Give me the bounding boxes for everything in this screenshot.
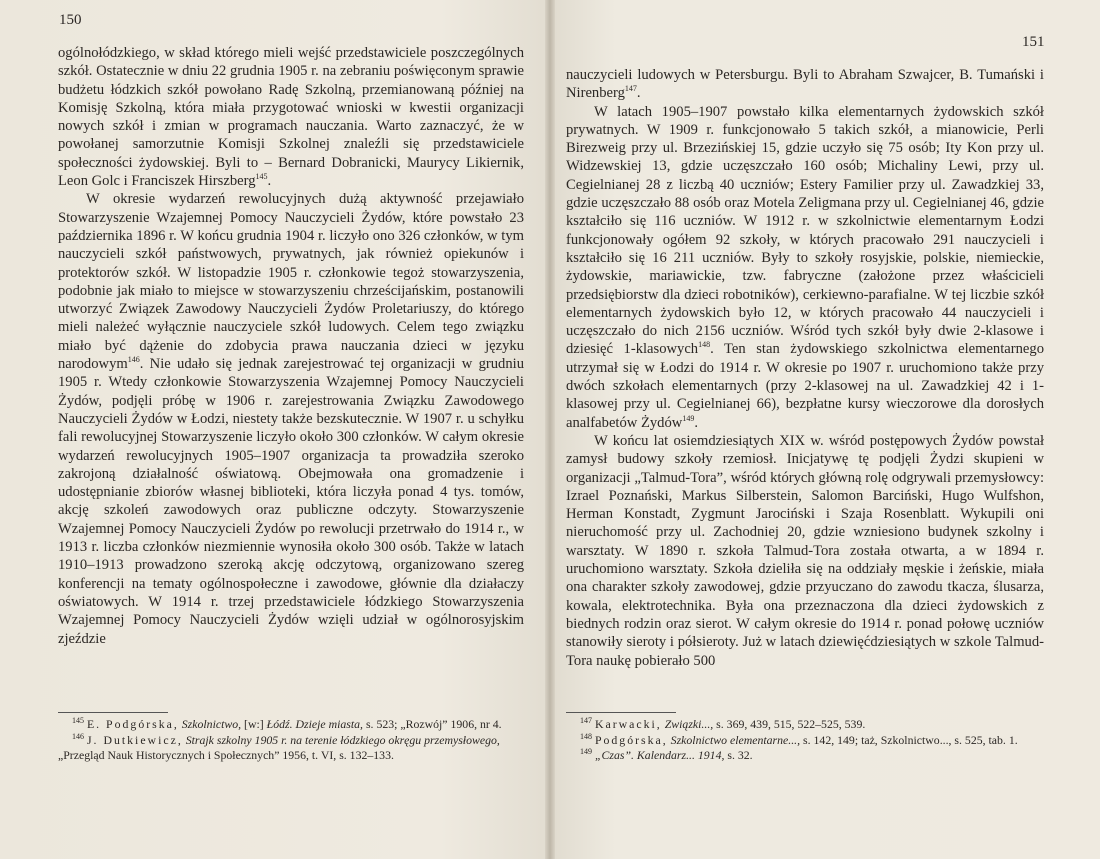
right-body-text — [566, 66, 1044, 670]
page-number-right: 151 — [1022, 34, 1045, 50]
footnotes-left — [58, 717, 528, 764]
page-number-left: 150 — [59, 12, 82, 28]
right-page — [550, 0, 1100, 859]
paragraph: W okresie wydarzeń rewolucyjnych dużą aktywność przejawiało Stowarzyszenie Wzajemnej Pomocy Nauczycieli Żydów, które powstało 23 października 1896 r. W końcu grudnia 1904 r. liczyło ono 326 członków, w tym nauczycieli szkół państwowych, prywatnych, jak również opiekunów i protektorów szkół. W listopadzie 1905 r. członkowie tegoż stowarzyszenia, podobnie jak miało to miejsce w stowarzyszeniu chrześcijańskim, postanowili utworzyć Związek Zawodowy Nauczycieli Żydów Proletariuszy, do którego mieli należeć wyłącznie nauczyciele szkół ludowych. Celem tego związku miało być dążenie do zdobycia prawa nauczania dzieci w języku narodowym$^{146}$. Nie udało się jednak zarejestrować tej organizacji w grudniu 1905 r. Wtedy członkowie Stowarzyszenia Wzajemnej Pomocy Nauczycieli Żydów, podjęli próbę w 1906 r. zarejestrowania Związku Zawodowego Nauczycieli Żydów w Łodzi, niestety także bezskutecznie. W 1907 r. u schyłku fali rewolucyjnej Stowarzyszenie liczyło około 300 członków. W całym okresie wydarzeń rewolucyjnych 1905–1907 organizacja ta prowadziła szeroko zakrojoną działalność oświatową. Obejmowała ona gromadzenie i udostępnianie zbiorów własnej biblioteki, która liczyła ponad 4 tys. tomów, akcję szkoleń zawodowych oraz publiczne odczyty. Stowarzyszenie Wzajemnej Pomocy Nauczycieli Żydów po rewolucji przetrwało do 1914 r., w 1913 r. liczba członków niezmiennie wynosiła około 300 osób. Także w latach 1910–1913 prowadzono szeroką akcję odczytową, organizowano szereg konferencji na tematy ogólnospołeczne i zawodowe, głównie dla działaczy oświatowych. W 1914 r. trzej przedstawiciele łódzkiego Stowarzyszenia Wzajemnej Pomocy Nauczycieli Żydów wzięli udział w ogólnorosyjskim zjeździe — [58, 191, 524, 647]
footnote-ref: 149 — [682, 413, 695, 423]
footnote-ref: 146 — [127, 355, 140, 365]
footnote-ref: 145 — [255, 172, 268, 182]
footnote-divider — [566, 712, 676, 713]
footnote: $^{149}$ „Czas”. Kalendarz... 1914, s. 32. — [580, 747, 753, 763]
footnote-ref: 147 — [624, 84, 637, 94]
paragraph: ogólnołódzkiego, w skład którego mieli wejść przedstawiciele poszczególnych szkół. Ostatecznie w dniu 22 grudnia 1905 r. na zebraniu poświęconym sprawie budżetu łódzkich szkół powołano Radę Szkolną, przemianowaną później na Komisję Szkolną, która miała przygotować wnioski w kwestii organizacji nowych szkół i zmian w programach nauczania. Warto zaznaczyć, że w powołanej samorzutnie Komisji Szkolnej znaleźli się przedstawiciele społeczności żydowskiej. Byli to – Bernard Dobranicki, Maurycy Likiernik, Leon Golc i Franciszek Hirszberg$^{145}$. — [58, 45, 524, 190]
footnote-divider — [58, 712, 168, 713]
footnote-ref: 148 — [698, 340, 711, 350]
left-body-text — [58, 44, 524, 648]
footnote: $^{147}$ Karwacki, Związki..., s. 369, 439, 515, 522–525, 539. — [580, 716, 866, 731]
book-gutter — [545, 0, 555, 859]
footnotes-right — [566, 717, 1044, 764]
paragraph: nauczycieli ludowych w Petersburgu. Byli to Abraham Szwajcer, B. Tumański i Nirenberg$^{147}$. — [566, 67, 1044, 102]
footnote: $^{146}$ J. Dutkiewicz, Strajk szkolny 1905 r. na terenie łódzkiego okręgu przemysłowego, „Przegląd Nauk Historycznych i Społecznych” 1956, t. VI, s. 132–133. — [58, 731, 500, 763]
footnote: $^{148}$ Podgórska, Szkolnictwo elementarne..., s. 142, 149; taż, Szkolnictwo..., s. 525, tab. 1. — [580, 731, 1018, 747]
paragraph: W końcu lat osiemdziesiątych XIX w. wśród postępowych Żydów powstał zamysł budowy szkoły rzemiosł. Inicjatywę tę podjęli Żydzi skupieni w organizacji „Talmud-Tora”, wśród których główną rolę odgrywali przemysłowcy: Izrael Poznański, Markus Silberstein, Salomon Barciński, Hugo Wulfshon, Herman Konstadt, Zygmunt Jarociński i Szaja Rosenblatt. Wykupili oni nieruchomość przy ul. Zachodniej 20, gdzie wzniesiono budynek szkolny i warsztaty. W 1890 r. szkoła Talmud-Tora została otwarta, a w 1894 r. uruchomiono warsztaty. Szkoła dzieliła się na oddziały męskie i żeńskie, miała ona charakter szkoły zawodowej, gdzie przyuczano do zawodu tkacza, ślusarza, kowala, elektrotechnika. Była ona przeznaczona dla dzieci żydowskich z biednych rodzin oraz sierot. W całym okresie do 1914 r. ponad połowę uczniów stanowiły sieroty i półsieroty. Już w latach dziewięćdziesiątych w szkole Talmud-Tora naukę pobierało 500 — [566, 432, 1044, 669]
paragraph: W latach 1905–1907 powstało kilka elementarnych żydowskich szkół prywatnych. W 1909 r. funkcjonowało 5 takich szkół, a mianowicie, Perli Birezweig przy ul. Brzezińskiej 15, gdzie uczyło się 75 osób; Ity Kon przy ul. Widzewskiej 13, gdzie uczęszczało 160 osób; Michaliny Lewi, przy ul. Cegielnianej 28 z liczbą 40 uczniów; Estery Familier przy ul. Zawadzkiej 33, gdzie uczęszczało 88 osób oraz Motela Zeligmana przy ul. Cegielnianej 46, gdzie kształciło się 116 uczniów. W 1912 r. w szkolnictwie elementarnym Łodzi funkcjonowały ogółem 92 szkoły, w których pracowało 291 nauczycieli i kształciło się 16 211 uczniów. Były to szkoły rosyjskie, polskie, niemieckie, żydowskie, mariawickie, tzw. fabryczne (założone przez właścicieli przedsiębiorstw dla dzieci robotników), cerkiewno-parafialne. W tej liczbie szkół elementarnych żydowskich było 12, w których pracowało 44 nauczycieli i uczęszczało do nich 2156 uczniów. Wśród tych szkół były dwie 2-klasowe i dziesięć 1-klasowych$^{148}$. Ten stan żydowskiego szkolnictwa elementarnego utrzymał się w Łodzi do 1914 r. W okresie po 1907 r. uruchomiono także przy dwóch szkołach elementarnych (przy 2-klasowej na ul. Zawadzkiej 42 i 1-klasowej przy ul. Cegielnianej 66), bezpłatne kursy wieczorowe dla dorosłych analfabetów Żydów$^{149}$. — [566, 103, 1044, 431]
footnote: $^{145}$ E. Podgórska, Szkolnictwo, [w:] Łódź. Dzieje miasta, s. 523; „Rozwój” 1906, nr 4. — [72, 716, 502, 731]
